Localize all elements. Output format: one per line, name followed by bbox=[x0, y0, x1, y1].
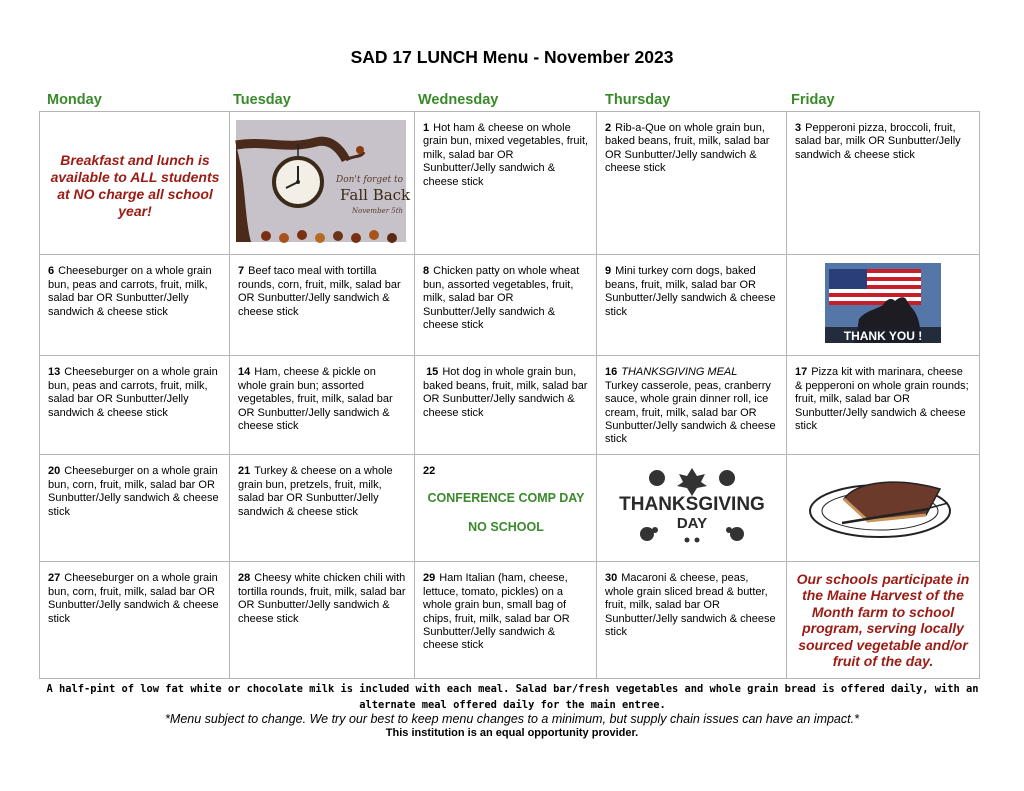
thank-you-image-cell bbox=[787, 255, 980, 356]
fall-back-line3: November 5th bbox=[352, 207, 404, 215]
menu-change-note: *Menu subject to change. We try our best to keep menu changes to a minimum, but supply chain issues can have an impact.* bbox=[165, 712, 859, 726]
menu-text: Hot ham & cheese on whole grain bun, mixed vegetables, fruit, milk, salad bar OR Sunbutter/Jelly sandwich & cheese stick bbox=[423, 122, 589, 188]
menu-cell-day-20 bbox=[40, 455, 230, 562]
menu-cell-day-28 bbox=[230, 562, 415, 679]
thank-you-caption: THANK YOU ! bbox=[843, 329, 923, 344]
day-number: 28 bbox=[238, 572, 251, 585]
day-number: 30 bbox=[605, 572, 618, 585]
calendar-week-2 bbox=[40, 255, 980, 356]
thanksgiving-day-icon bbox=[618, 466, 765, 546]
day-number: 22 bbox=[423, 465, 436, 478]
menu-text: Hot dog in whole grain bun, baked beans, fruit, milk, salad bar OR Sunbutter/Jelly sandwich & cheese stick bbox=[423, 366, 588, 419]
menu-cell-day-30 bbox=[597, 562, 787, 679]
breakfast-note: Breakfast and lunch is available to ALL students at NO charge all school year! bbox=[50, 152, 220, 220]
calendar-week-5 bbox=[40, 562, 980, 679]
day-number: 9 bbox=[605, 265, 612, 278]
menu-text: Turkey casserole, peas, cranberry sauce, whole grain dinner roll, ice cream, fruit, milk, salad bar OR Sunbutter/Jelly sandwich & cheese stick bbox=[605, 379, 776, 446]
menu-cell-day-22 bbox=[415, 455, 597, 562]
menu-text: Chicken patty on whole wheat bun, assorted vegetables, fruit, milk, salad bar OR Sunbutter/Jelly sandwich & cheese stick bbox=[423, 265, 580, 332]
day-number: 16 bbox=[605, 366, 618, 379]
menu-calendar bbox=[39, 111, 980, 679]
harvest-note: Our schools participate in the Maine Harvest of the Month farm to school program, serving locally sourced vegetable and/or fruit of the day. bbox=[796, 570, 970, 670]
day-number: 21 bbox=[238, 465, 251, 478]
day-header-wednesday: Wednesday bbox=[418, 92, 499, 108]
menu-cell-day-15 bbox=[415, 356, 597, 455]
menu-text: Rib-a-Que on whole grain bun, baked beans, fruit, milk, salad bar OR Sunbutter/Jelly sandwich & cheese stick bbox=[605, 122, 770, 175]
menu-text: Cheeseburger on a whole grain bun, corn, fruit, milk, salad bar OR Sunbutter/Jelly sandwich & cheese stick bbox=[48, 572, 219, 625]
calendar-week-4 bbox=[40, 455, 980, 562]
day-number: 29 bbox=[423, 572, 436, 585]
thanksgiving-line2: DAY bbox=[676, 515, 707, 533]
conference-comp-day: CONFERENCE COMP DAY bbox=[427, 490, 585, 505]
menu-cell-day-1 bbox=[415, 112, 597, 255]
day-header-tuesday: Tuesday bbox=[233, 92, 291, 108]
day-header-thursday: Thursday bbox=[605, 92, 671, 108]
day-number: 2 bbox=[605, 122, 612, 134]
menu-text: Cheesy white chicken chili with tortilla rounds, fruit, milk, salad bar OR Sunbutter/Jelly sandwich & cheese stick bbox=[238, 572, 406, 625]
menu-text: Beef taco meal with tortilla rounds, corn, fruit, milk, salad bar OR Sunbutter/Jelly sandwich & cheese stick bbox=[238, 265, 401, 318]
day-number: 13 bbox=[48, 366, 61, 379]
thanksgiving-meal-heading: THANKSGIVING MEAL bbox=[621, 366, 738, 379]
no-school-label: NO SCHOOL bbox=[468, 520, 544, 535]
menu-cell-day-16 bbox=[597, 356, 787, 455]
menu-cell-day-21 bbox=[230, 455, 415, 562]
day-number: 14 bbox=[238, 366, 251, 379]
menu-text: Cheeseburger on a whole grain bun, peas and carrots, fruit, milk, salad bar OR Sunbutter/Jelly sandwich & cheese stick bbox=[48, 265, 212, 318]
pie-slice-icon bbox=[808, 471, 958, 541]
day-number: 20 bbox=[48, 465, 61, 478]
menu-text: Macaroni & cheese, peas, whole grain sliced bread & butter, fruit, milk, salad bar OR Sunbutter/Jelly sandwich & cheese stick bbox=[605, 572, 776, 639]
menu-text: Cheeseburger on a whole grain bun, corn, fruit, milk, salad bar OR Sunbutter/Jelly sandwich & cheese stick bbox=[48, 465, 219, 518]
fall-back-line1: Don't forget to bbox=[336, 175, 404, 185]
menu-cell-day-6 bbox=[40, 255, 230, 356]
menu-text: Cheeseburger on a whole grain bun, peas and carrots, fruit, milk, salad bar OR Sunbutter/Jelly sandwich & cheese stick bbox=[48, 366, 218, 419]
page-title: SAD 17 LUNCH Menu - November 2023 bbox=[350, 47, 674, 67]
day-header-friday: Friday bbox=[791, 92, 835, 108]
soldier-flag-icon bbox=[825, 263, 941, 343]
menu-cell-day-29 bbox=[415, 562, 597, 679]
menu-cell-day-13 bbox=[40, 356, 230, 455]
day-number: 1 bbox=[423, 122, 430, 134]
pie-image-cell bbox=[787, 455, 980, 562]
thanksgiving-line1: THANKSGIVING bbox=[618, 494, 765, 516]
weekday-header-row bbox=[0, 92, 1024, 112]
menu-cell-day-17 bbox=[787, 356, 980, 455]
menu-cell-day-8 bbox=[415, 255, 597, 356]
menu-text: Turkey & cheese on a whole grain bun, pretzels, fruit, milk, salad bar OR Sunbutter/Jelly sandwich & cheese stick bbox=[238, 465, 393, 518]
calendar-week-1 bbox=[40, 112, 980, 255]
breakfast-note-cell bbox=[40, 112, 230, 255]
day-number: 27 bbox=[48, 572, 61, 585]
day-number: 17 bbox=[795, 366, 808, 379]
menu-cell-day-7 bbox=[230, 255, 415, 356]
day-number: 8 bbox=[423, 265, 430, 278]
day-header-monday: Monday bbox=[47, 92, 102, 108]
menu-cell-day-3 bbox=[787, 112, 980, 255]
fall-back-clock-icon bbox=[236, 120, 411, 242]
day-number: 6 bbox=[48, 265, 55, 278]
menu-cell-day-14 bbox=[230, 356, 415, 455]
menu-cell-day-9 bbox=[597, 255, 787, 356]
menu-cell-day-2 bbox=[597, 112, 787, 255]
menu-text: Mini turkey corn dogs, baked beans, fruit, milk, salad bar OR Sunbutter/Jelly sandwich & cheese stick bbox=[605, 265, 776, 318]
day-number: 7 bbox=[238, 265, 245, 278]
menu-text: Ham Italian (ham, cheese, lettuce, tomato, pickles) on a whole grain bun, small bag of chips, fruit, milk, salad bar OR Sunbutter/Jelly sandwich & cheese stick bbox=[423, 572, 570, 652]
menu-cell-day-27 bbox=[40, 562, 230, 679]
thanksgiving-image-cell bbox=[597, 455, 787, 562]
equal-opportunity-note: This institution is an equal opportunity provider. bbox=[385, 727, 639, 739]
menu-text: Ham, cheese & pickle on whole grain bun; assorted vegetables, fruit, milk, salad bar OR Sunbutter/Jelly sandwich & cheese stick bbox=[238, 366, 393, 433]
milk-note: A half-pint of low fat white or chocolate milk is included with each meal. Salad bar/fresh vegetables and whole grain bread is offered daily, with an alternate meal offered daily for the main entree. bbox=[46, 683, 979, 711]
fall-back-image-cell bbox=[230, 112, 415, 255]
calendar-week-3 bbox=[40, 356, 980, 455]
day-number: 3 bbox=[795, 122, 802, 134]
menu-text: Pepperoni pizza, broccoli, fruit, salad bar, milk OR Sunbutter/Jelly sandwich & cheese stick bbox=[795, 122, 961, 161]
harvest-note-cell bbox=[787, 562, 980, 679]
fall-back-line2: Fall Back bbox=[340, 186, 411, 204]
day-number: 15 bbox=[426, 366, 439, 379]
menu-text: Pizza kit with marinara, cheese & pepperoni on whole grain rounds; fruit, milk, salad bar OR Sunbutter/Jelly sandwich & cheese stick bbox=[795, 366, 969, 433]
